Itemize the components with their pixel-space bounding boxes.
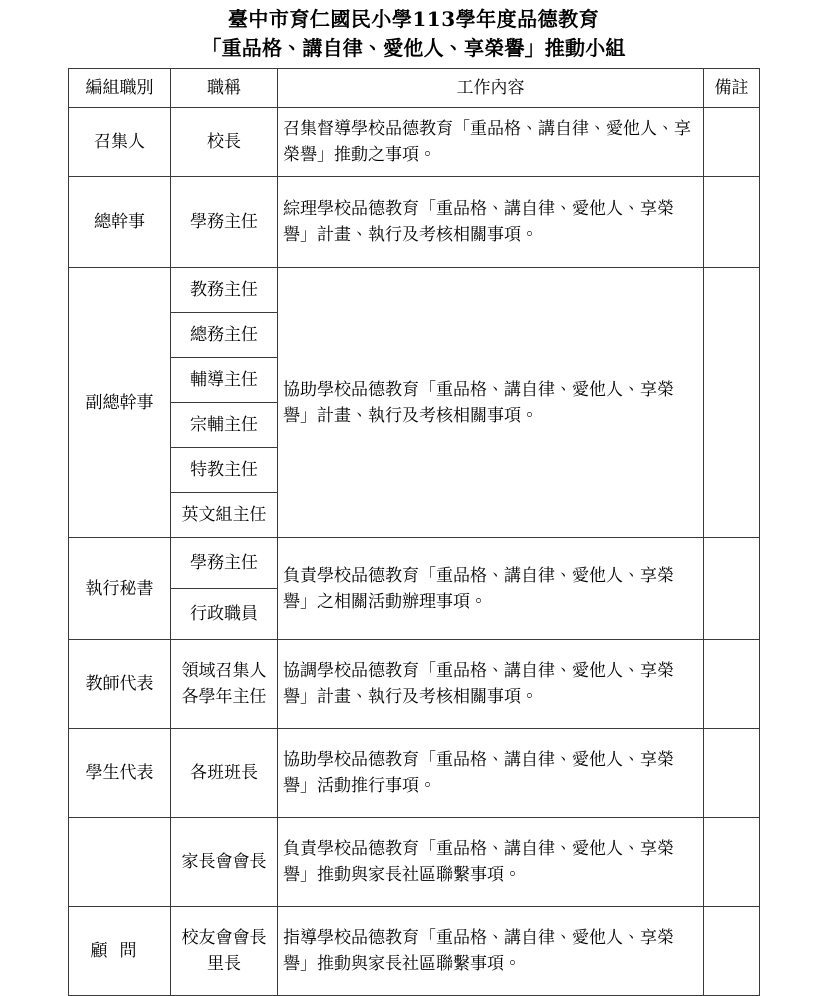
- cell-job-title-line-1: 校友會會長: [181, 928, 267, 948]
- cell-job-title: 宗輔主任: [171, 403, 278, 448]
- cell-job-title-line-1: 領域召集人: [181, 661, 267, 681]
- cell-group-role: 執行秘書: [69, 538, 171, 640]
- table-header: [69, 69, 760, 108]
- cell-group-role: 總幹事: [69, 177, 171, 268]
- cell-job-title: 輔導主任: [171, 358, 278, 403]
- cell-group-role: 副總幹事: [69, 268, 171, 538]
- cell-remark: [704, 640, 760, 729]
- table-row: [69, 108, 760, 177]
- header-remark: 備註: [704, 69, 760, 108]
- cell-remark: [704, 729, 760, 818]
- cell-job-title: 學務主任: [171, 538, 278, 589]
- cell-job-title-line-2: 里長: [207, 954, 241, 974]
- cell-work-content: 召集督導學校品德教育「重品格、講自律、愛他人、享榮譽」推動之事項。: [278, 108, 704, 177]
- header-group-role: 編組職別: [69, 69, 171, 108]
- header-work-content: 工作內容: [278, 69, 704, 108]
- page-title-line-2: 「重品格、講自律、愛他人、享榮譽」推動小組: [201, 36, 626, 60]
- cell-job-title: 學務主任: [171, 177, 278, 268]
- cell-remark: [704, 108, 760, 177]
- cell-job-title: 各班班長: [171, 729, 278, 818]
- cell-group-role: 召集人: [69, 108, 171, 177]
- header-job-title: 職稱: [171, 69, 278, 108]
- table-header-row: [69, 69, 760, 108]
- cell-group-role: 顧問: [69, 907, 171, 996]
- cell-job-title: 總務主任: [171, 313, 278, 358]
- cell-job-title: 家長會會長: [171, 818, 278, 907]
- table-row: [69, 268, 760, 313]
- cell-work-content: 協助學校品德教育「重品格、講自律、愛他人、享榮譽」活動推行事項。: [278, 729, 704, 818]
- cell-job-title: 英文組主任: [171, 493, 278, 538]
- table-row: [69, 177, 760, 268]
- cell-job-title: 特教主任: [171, 448, 278, 493]
- organization-table: [68, 68, 760, 996]
- cell-group-role: 學生代表: [69, 729, 171, 818]
- cell-job-title: 行政職員: [171, 589, 278, 640]
- table-row: [69, 538, 760, 589]
- cell-remark: [704, 818, 760, 907]
- cell-remark: [704, 907, 760, 996]
- cell-remark: [704, 177, 760, 268]
- cell-job-title-line-2: 各學年主任: [181, 687, 267, 707]
- table-row: [69, 907, 760, 996]
- cell-remark: [704, 538, 760, 640]
- cell-job-title: 教務主任: [171, 268, 278, 313]
- cell-work-content: 協調學校品德教育「重品格、講自律、愛他人、享榮譽」計畫、執行及考核相關事項。: [278, 640, 704, 729]
- table-row: [69, 640, 760, 729]
- table-body: [69, 108, 760, 996]
- cell-work-content: 負責學校品德教育「重品格、講自律、愛他人、享榮譽」推動與家長社區聯繫事項。: [278, 818, 704, 907]
- page-title-line-1: 臺中市育仁國民小學113學年度品德教育: [227, 7, 600, 31]
- table-row: [69, 729, 760, 818]
- cell-job-title: [171, 640, 278, 729]
- cell-job-title: 校長: [171, 108, 278, 177]
- table-row: [69, 818, 760, 907]
- cell-group-role: [69, 818, 171, 907]
- cell-work-content: 協助學校品德教育「重品格、講自律、愛他人、享榮譽」計畫、執行及考核相關事項。: [278, 268, 704, 538]
- page-title: [0, 0, 827, 63]
- cell-work-content: 負責學校品德教育「重品格、講自律、愛他人、享榮譽」之相關活動辦理事項。: [278, 538, 704, 640]
- cell-group-role: 教師代表: [69, 640, 171, 729]
- cell-job-title: [171, 907, 278, 996]
- cell-work-content: 綜理學校品德教育「重品格、講自律、愛他人、享榮譽」計畫、執行及考核相關事項。: [278, 177, 704, 268]
- cell-remark: [704, 268, 760, 538]
- cell-work-content: 指導學校品德教育「重品格、講自律、愛他人、享榮譽」推動與家長社區聯繫事項。: [278, 907, 704, 996]
